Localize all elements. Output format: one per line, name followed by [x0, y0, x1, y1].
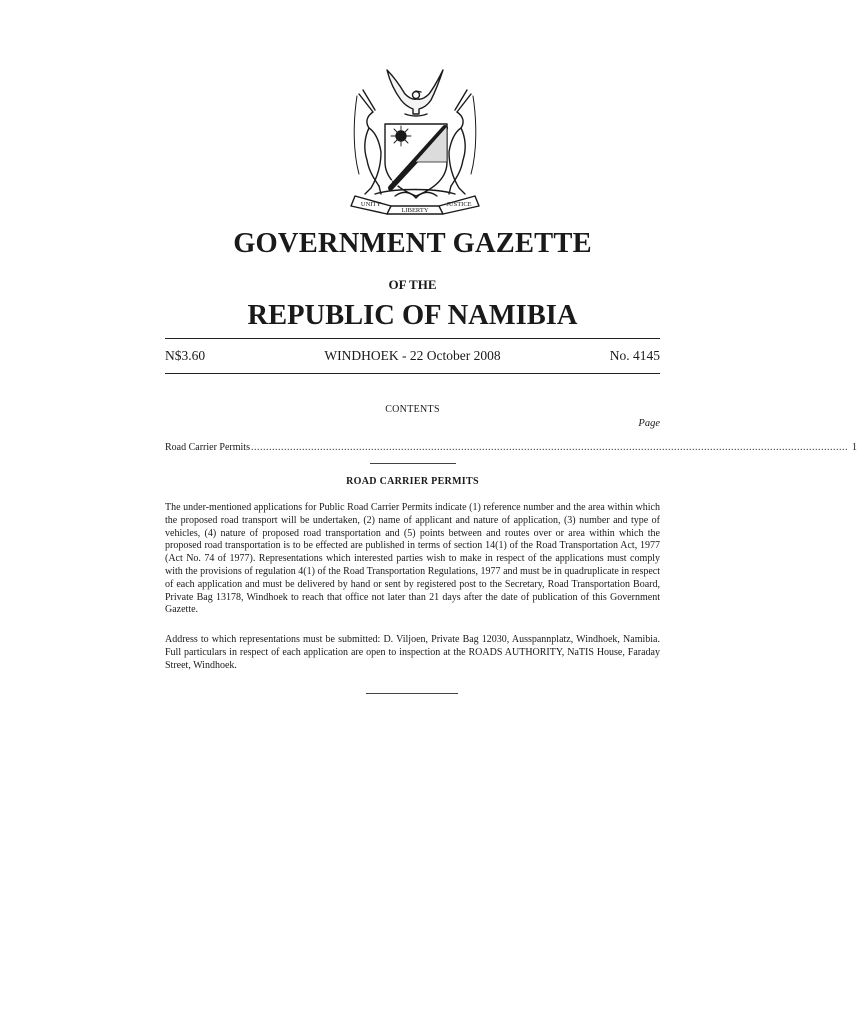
coat-of-arms-icon [335, 62, 495, 218]
section-divider [370, 463, 456, 464]
motto-justice: JUSTICE [446, 201, 472, 208]
gazette-of-the: OF THE [388, 277, 437, 292]
toc-entry[interactable] [165, 441, 857, 455]
issue-number: No. 4145 [609, 348, 660, 363]
gazette-republic: REPUBLIC OF NAMIBIA [247, 300, 578, 331]
notice-title: ROAD CARRIER PERMITS [346, 476, 479, 487]
end-divider [366, 693, 458, 694]
motto-unity: UNITY [360, 201, 382, 208]
toc-leader-dots: ....................................................................................................................................................................................................... [250, 442, 848, 453]
contents-page-label: Page [638, 418, 660, 429]
contents-heading: CONTENTS [385, 404, 440, 415]
top-rule [165, 338, 660, 339]
toc-entry-title: Road Carrier Permits [165, 442, 250, 453]
issue-place-date: WINDHOEK - 22 October 2008 [324, 348, 501, 363]
issue-price: N$3.60 [165, 348, 206, 363]
notice-paragraph-2: Address to which representations must be submitted: D. Viljoen, Private Bag 12030, Ausspannplatz, Windhoek, Namibia. Full particulars in respect of each application are open to inspection at the ROADS AUTHORITY, NaTIS House, Faraday Street, Windhoek. [165, 634, 660, 671]
toc-entry-page: 1 [851, 442, 857, 453]
bottom-rule [165, 373, 660, 374]
motto-liberty: LIBERTY [401, 207, 429, 214]
gazette-title: GOVERNMENT GAZETTE [233, 228, 592, 259]
notice-paragraph-1: The under-mentioned applications for Public Road Carrier Permits indicate (1) reference number and the area within which the proposed road transport will be undertaken, (2) name of applicant and nature of application, (3) number and type of vehicles, (4) nature of proposed road transportation and (5) points between and routes over or area within which the proposed road transportation is to be effected are published in terms of section 14(1) of the Road Transportation Act, 1977 (Act No. 74 of 1977). Representations which interested parties wish to make in respect of the applications must comply with the provisions of regulation 4(1) of the Road Transportation Regulations, 1977 and must be in quadruplicate in respect of each application and must be delivered by hand or sent by registered post to the Secretary, Road Transportation Board, Private Bag 13178, Windhoek to reach that office not later than 21 days after the date of publication of this Government Gazette. [165, 502, 660, 616]
issue-info-row [165, 347, 660, 365]
